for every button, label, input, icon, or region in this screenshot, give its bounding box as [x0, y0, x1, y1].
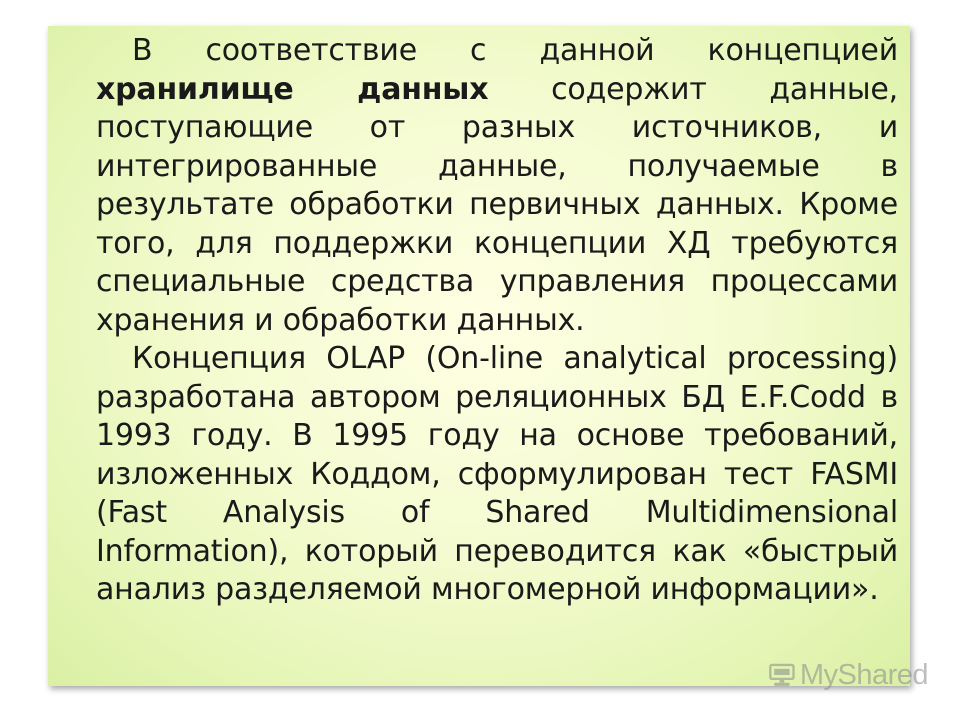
watermark — [768, 655, 928, 695]
watermark-text: MyShared — [799, 658, 928, 691]
paragraph-1-text-before: В соответствие с данной концепцией — [132, 33, 898, 68]
bold-term-data-warehouse: хранилище данных — [96, 71, 489, 107]
content-panel — [48, 26, 910, 686]
paragraph-1-text-after: содержит данные, поступающие от разных источников, и интегрированные данные, получаемые в результате обработки первичных данных. Кроме того, для поддержки концепции ХД требуются специальные средства управления процессами хранения и обработки данных. — [96, 71, 898, 338]
paragraph-data-warehouse — [96, 32, 898, 340]
myshared-logo-icon — [768, 658, 796, 692]
paragraph-olap: Концепция OLAP (On-line analytical processing) разработана автором реляционных БД E.F.Codd в 1993 году. В 1995 году на основе требований, изложенных Коддом, сформулирован тест FASMI (Fast Analysis of Shared Multidimensional Information), который переводится как «быстрый анализ разделяемой многомерной информации». — [96, 341, 898, 607]
